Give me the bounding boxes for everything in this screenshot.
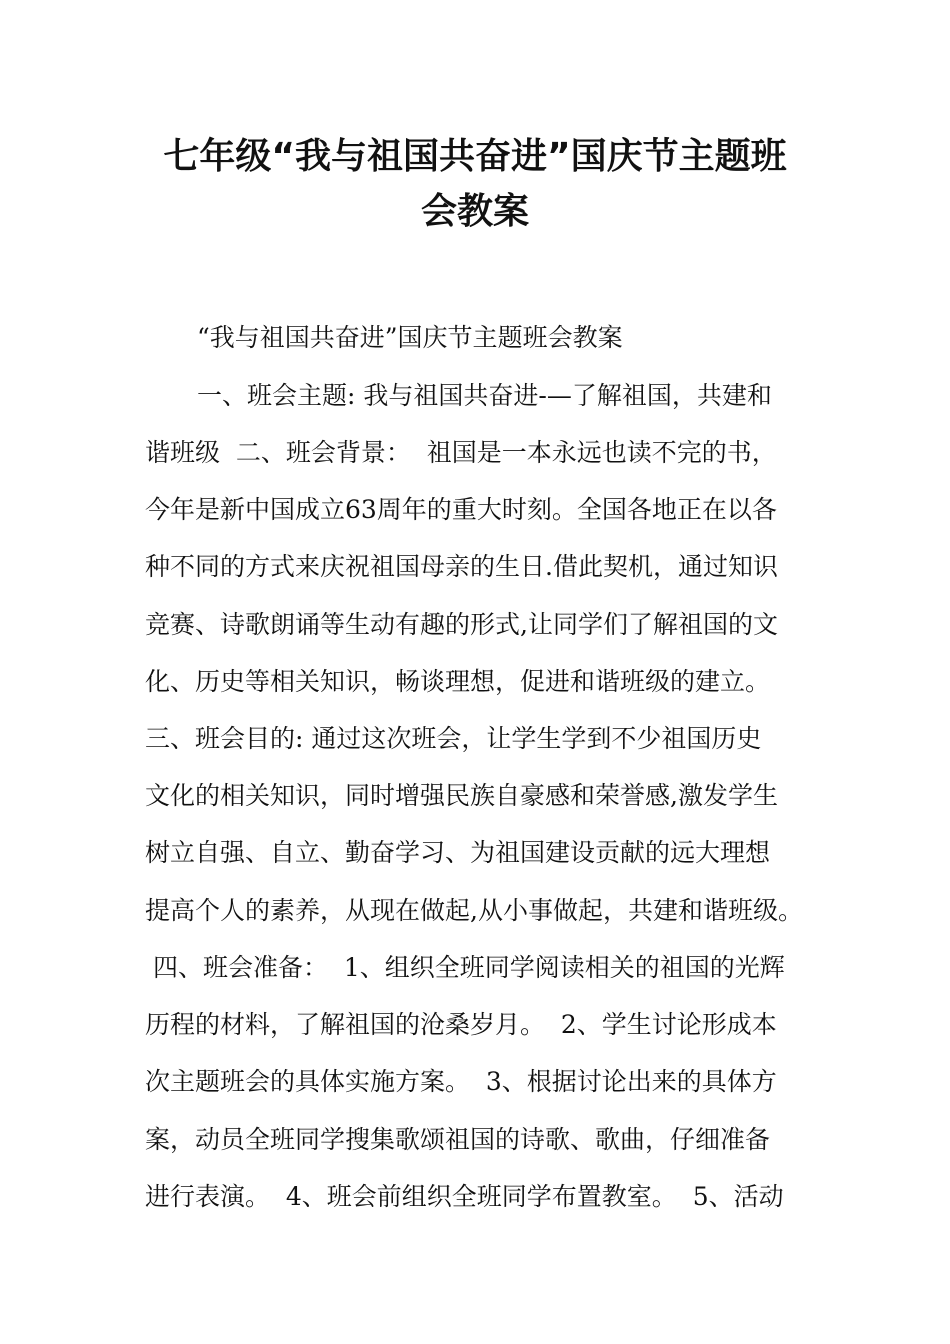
body-line: 化、历史等相关知识，畅谈理想，促进和谐班级的建立。 xyxy=(145,667,771,696)
body-line: 提高个人的素养，从现在做起,从小事做起，共建和谐班级。 xyxy=(145,896,803,925)
document-title-line-1: 七年级“我与祖国共奋进”国庆节主题班 xyxy=(163,136,787,177)
body-line: “我与祖国共奋进”国庆节主题班会教案 xyxy=(197,323,623,352)
body-line: 种不同的方式来庆祝祖国母亲的生日.借此契机，通过知识 xyxy=(145,552,778,581)
body-line: 一、班会主题: 我与祖国共奋进-—了解祖国，共建和 xyxy=(197,381,772,410)
document-title-line-2: 会教案 xyxy=(420,191,529,232)
body-line: 竞赛、诗歌朗诵等生动有趣的形式,让同学们了解祖国的文 xyxy=(145,610,778,639)
body-line: 四、班会准备： 1、组织全班同学阅读相关的祖国的光辉 xyxy=(145,953,785,982)
body-line: 三、班会目的: 通过这次班会，让学生学到不少祖国历史 xyxy=(145,724,762,753)
body-line: 进行表演。 4、班会前组织全班同学布置教室。 5、活动 xyxy=(145,1182,784,1211)
body-line: 案，动员全班同学搜集歌颂祖国的诗歌、歌曲，仔细准备 xyxy=(145,1125,771,1154)
body-line: 谐班级 二、班会背景： 祖国是一本永远也读不完的书， xyxy=(145,438,777,467)
body-line: 树立自强、自立、勤奋学习、为祖国建设贡献的远大理想 xyxy=(145,838,771,867)
body-line: 今年是新中国成立63周年的重大时刻。全国各地正在以各 xyxy=(145,495,777,524)
body-line: 次主题班会的具体实施方案。 3、根据讨论出来的具体方 xyxy=(145,1067,777,1096)
body-line: 文化的相关知识，同时增强民族自豪感和荣誉感,激发学生 xyxy=(145,781,778,810)
body-line: 历程的材料，了解祖国的沧桑岁月。 2、学生讨论形成本 xyxy=(145,1010,777,1039)
